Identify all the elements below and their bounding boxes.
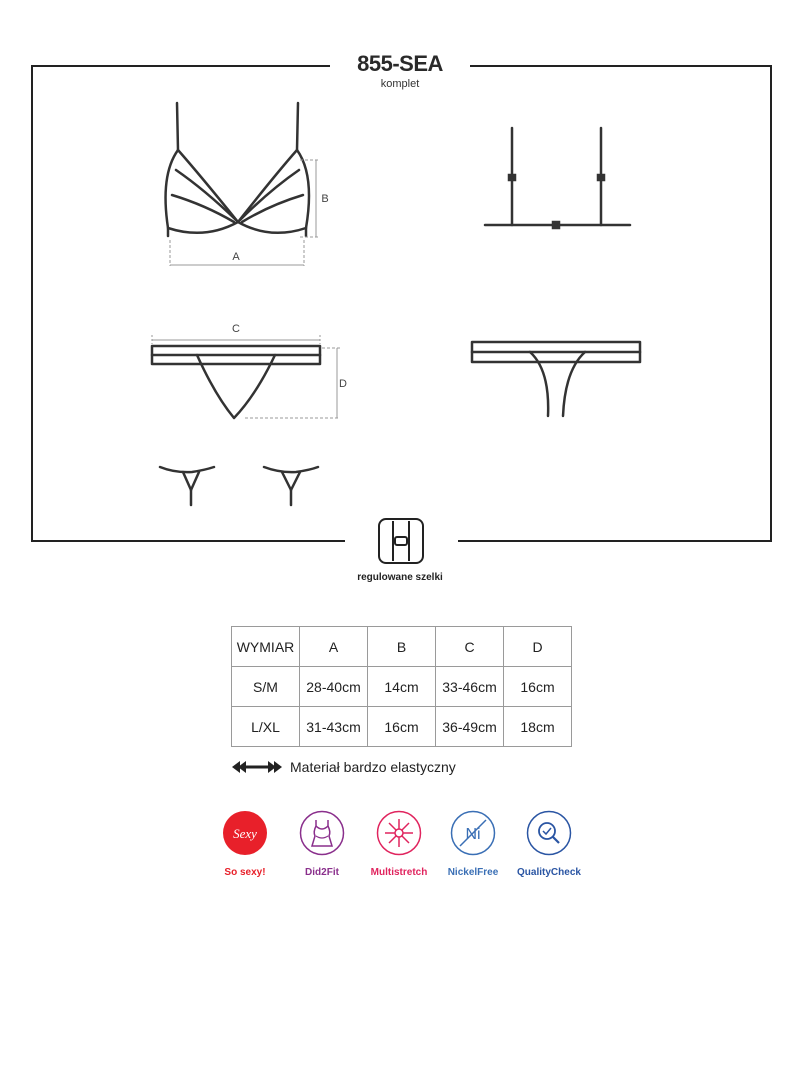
dimension-label-d: D	[339, 378, 347, 390]
feature-label: regulowane szelki	[357, 572, 443, 583]
table-row	[232, 707, 572, 747]
table-cell: 33-46cm	[436, 667, 504, 707]
thong-back-drawing	[472, 342, 640, 416]
dimension-label-b: B	[321, 193, 329, 205]
badge-qualitycheck	[509, 810, 589, 878]
table-cell: S/M	[232, 667, 300, 707]
adjustable-straps-icon	[379, 519, 423, 563]
svg-text:Sexy: Sexy	[233, 826, 257, 841]
size-table	[231, 626, 572, 747]
table-header-cell: B	[368, 627, 436, 667]
table-cell: 28-40cm	[300, 667, 368, 707]
bra-front-drawing	[166, 103, 309, 236]
product-title: 855-SEA	[357, 51, 443, 76]
product-title-block	[330, 50, 470, 90]
double-arrow-stretch-icon	[232, 760, 282, 774]
thong-side-drawings	[160, 467, 318, 505]
dimension-label-a: A	[232, 251, 240, 263]
table-header-cell: WYMIAR	[232, 627, 300, 667]
stretch-note	[232, 757, 456, 777]
sexy-icon	[222, 810, 268, 856]
nickel-free-icon	[450, 810, 496, 856]
quality-check-icon	[526, 810, 572, 856]
multistretch-icon	[376, 810, 422, 856]
badge-label: NickelFree	[447, 867, 499, 878]
thong-front-drawing	[152, 346, 320, 418]
badge-so-sexy	[205, 810, 285, 878]
badge-label: So sexy!	[224, 867, 266, 878]
bra-back-drawing	[485, 128, 630, 228]
table-cell: 31-43cm	[300, 707, 368, 747]
badge-label: QualityCheck	[517, 867, 581, 878]
stretch-note-text: Materiał bardzo elastyczny	[290, 759, 456, 775]
table-row	[232, 667, 572, 707]
table-cell: 16cm	[368, 707, 436, 747]
table-header-cell: C	[436, 627, 504, 667]
table-header-row	[232, 627, 572, 667]
svg-text:Ni: Ni	[465, 826, 481, 843]
table-cell: 18cm	[504, 707, 572, 747]
badge-label: Did2Fit	[305, 867, 339, 878]
table-cell: 16cm	[504, 667, 572, 707]
table-header-cell: A	[300, 627, 368, 667]
frame-border	[32, 66, 771, 541]
badge-nickelfree	[433, 810, 513, 878]
table-cell: L/XL	[232, 707, 300, 747]
badge-label: Multistretch	[370, 867, 428, 878]
badge-did2fit	[282, 810, 362, 878]
table-cell: 14cm	[368, 667, 436, 707]
product-subtitle: komplet	[380, 78, 420, 90]
dress-fit-icon	[299, 810, 345, 856]
dimension-label-c: C	[232, 323, 240, 335]
table-header-cell: D	[504, 627, 572, 667]
table-cell: 36-49cm	[436, 707, 504, 747]
badge-multistretch	[359, 810, 439, 878]
